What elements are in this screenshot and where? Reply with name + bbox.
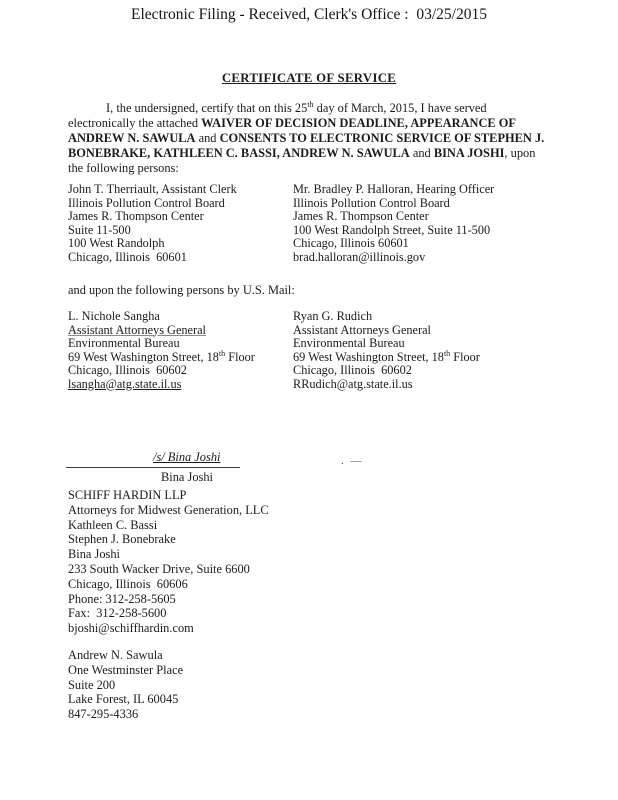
intro-line-2 (68, 116, 558, 131)
text-segment: the following persons: (68, 161, 179, 176)
us-mail-addresses (68, 310, 558, 391)
firm-name: SCHIFF HARDIN LLP (68, 488, 187, 502)
signature-printed-name: Bina Joshi (161, 470, 213, 484)
firm-address-line: 233 South Wacker Drive, Suite 6600 (68, 561, 250, 576)
ordinal-superscript: th (307, 99, 314, 109)
document-name-bold: WAIVER OF DECISION DEADLINE, APPEARANCE OF (201, 116, 516, 131)
email-address: brad.halloran@illinois.gov (293, 249, 426, 264)
text-segment: electronically the attached (68, 116, 202, 131)
address-line: Environmental Bureau (68, 336, 180, 350)
sawula-address-block (68, 648, 183, 722)
address-line (68, 348, 293, 365)
address-line: Chicago, Illinois 60602 (293, 363, 412, 377)
address-block-halloran (293, 183, 558, 264)
address-line: Illinois Pollution Control Board (68, 195, 225, 210)
firm-address-line: Chicago, Illinois 60606 (68, 576, 188, 591)
firm-signature-block (68, 488, 269, 636)
address-line: 100 West Randolph (68, 236, 165, 250)
address-line: Suite 11-500 (68, 222, 131, 237)
firm-line: Attorneys for Midwest Generation, LLC (68, 502, 269, 517)
text-segment: Floor (450, 349, 480, 364)
email-address: lsangha@atg.state.il.us (68, 376, 182, 391)
text-segment: 69 West Washington Street, 18 (68, 349, 219, 364)
text-segment: , upon (504, 146, 536, 161)
text-segment: and (195, 131, 220, 146)
address-line: Mr. Bradley P. Halloran, Hearing Officer (293, 182, 495, 196)
text-segment: I, the undersigned, certify that on this 25 (106, 101, 308, 115)
document-name-bold: ANDREW N. SAWULA (68, 131, 196, 146)
attorney-name: Bina Joshi (68, 547, 120, 562)
address-line: One Westminster Place (68, 662, 184, 677)
intro-line-1 (68, 101, 558, 116)
address-line: Chicago, Illinois 60602 (68, 363, 187, 377)
document-name-bold: BINA JOSHI (433, 146, 505, 161)
text-segment: and (409, 146, 434, 161)
phone-number: 847-295-4336 (68, 707, 139, 722)
text-segment: day of March, 2015, I have served (313, 101, 487, 115)
attorney-name: Stephen J. Bonebrake (68, 532, 176, 547)
scan-artifact-marks: . — (341, 455, 364, 467)
intro-line-4 (68, 146, 558, 161)
firm-phone: Phone: 312-258-5605 (68, 591, 176, 606)
intro-line-3 (68, 131, 558, 146)
intro-paragraph (68, 101, 558, 176)
email-address: bjoshi@schiffhardin.com (68, 621, 194, 636)
address-line: Chicago, Illinois 60601 (68, 249, 187, 264)
intro-line-5 (68, 161, 558, 176)
address-line (293, 348, 558, 365)
text-segment: 69 West Washington Street, 18 (293, 349, 444, 364)
attorney-name: Andrew N. Sawula (68, 648, 163, 662)
address-line: Illinois Pollution Control Board (293, 195, 450, 210)
signature-script: /s/ Bina Joshi (153, 450, 221, 464)
us-mail-intro-line: and upon the following persons by U.S. Mail: (68, 283, 295, 297)
electronic-service-addresses (68, 183, 558, 264)
address-line: Suite 200 (68, 677, 116, 692)
address-block-rudich (293, 310, 558, 391)
attorney-name: Kathleen C. Bassi (68, 517, 158, 532)
ordinal-superscript: th (443, 348, 451, 358)
signature-rule (66, 467, 240, 468)
document-title: CERTIFICATE OF SERVICE (221, 71, 397, 85)
firm-fax: Fax: 312-258-5600 (68, 606, 167, 621)
address-line: Chicago, Illinois 60601 (293, 236, 409, 250)
document-name-bold: CONSENTS TO ELECTRONIC SERVICE OF STEPHEN J. (219, 131, 545, 146)
address-line: L. Nichole Sangha (68, 309, 160, 323)
address-line: James R. Thompson Center (293, 209, 429, 223)
address-line: Assistant Attorneys General (68, 322, 206, 337)
address-line: Lake Forest, IL 60045 (68, 692, 179, 707)
text-segment: Floor (225, 349, 255, 364)
address-line: Assistant Attorneys General (293, 322, 431, 337)
address-line: Ryan G. Rudich (293, 309, 373, 323)
address-block-therriault (68, 183, 293, 264)
address-line: Environmental Bureau (293, 336, 405, 350)
document-name-bold: BONEBRAKE, KATHLEEN C. BASSI, ANDREW N. SAWULA (68, 146, 410, 161)
address-block-sangha (68, 310, 293, 391)
email-address: RRudich@atg.state.il.us (293, 376, 413, 391)
ordinal-superscript: th (218, 348, 226, 358)
address-line: James R. Thompson Center (68, 209, 204, 223)
address-line: 100 West Randolph Street, Suite 11-500 (293, 222, 491, 237)
address-line: John T. Therriault, Assistant Clerk (68, 182, 237, 196)
filing-header: Electronic Filing - Received, Clerk's Office : 03/25/2015 (131, 6, 487, 23)
